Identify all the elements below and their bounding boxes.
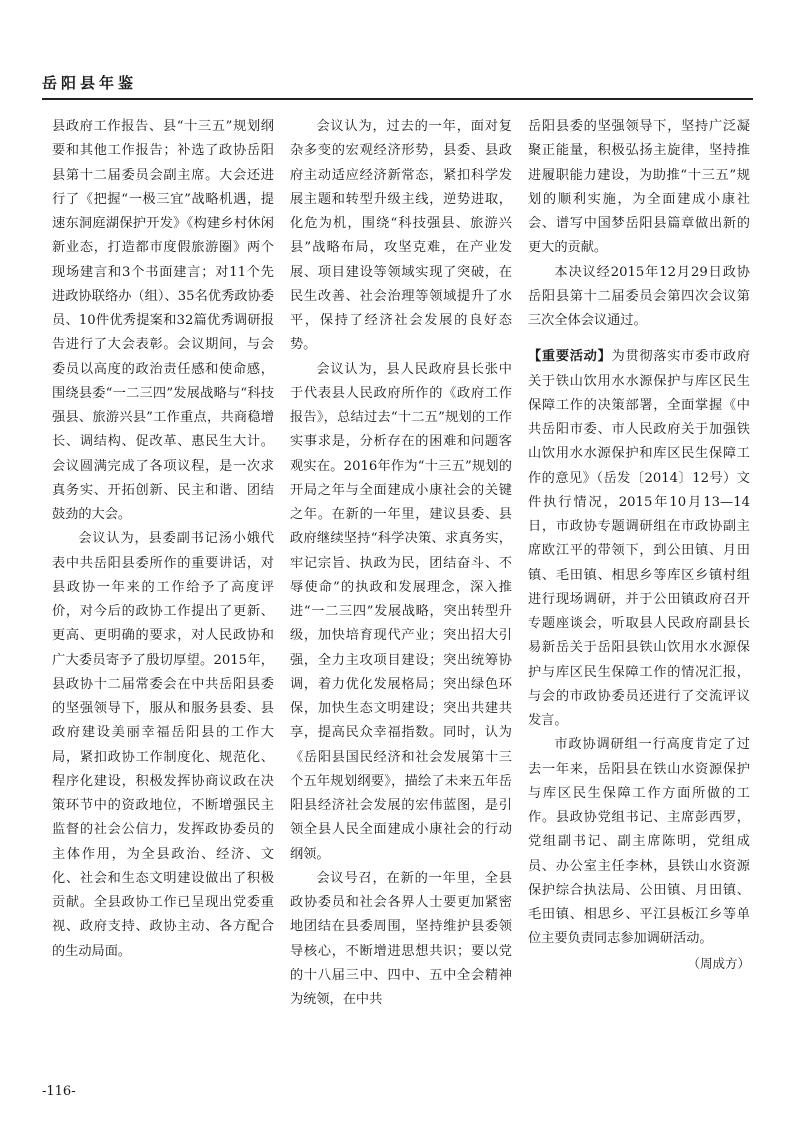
col3-paragraph-1: 岳阳县委的坚强领导下，坚持广泛凝聚正能量，积极弘扬主旋律，坚持推进履职能力建设，为助推“十三五”规划的顺利实施，为全面建成小康社会、谱写中国梦岳阳县篇章做出新的更大的贡献。 <box>528 119 750 256</box>
column-3 <box>528 115 750 976</box>
page-number: -116- <box>42 1084 76 1099</box>
col2-paragraph-2: 会议认为，县人民政府县长张中于代表县人民政府所作的《政府工作报告》，总结过去“十二五”规划的工作实事求是，分析存在的困难和问题客观实在。2016年作为“十三五”规划的开局之年与全面建成小康社会的关键之年。在新的一年里，建议县委、县政府继续坚持“科学决策、求真务实，牢记宗旨、执政为民，团结奋斗、不辱使命”的执政和发展理念，深入推进“一二三四”发展战略，突出转型升级，加快培育现代产业；突出招大引强，全力主攻项目建设；突出统筹协调，着力优化发展格局；突出绿色环保，加快生态文明建设；突出共建共享，提高民众幸福指数。同时，认为《岳阳县国民经济和社会发展第十三个五年规划纲要》，描绘了未来五年岳阳县经济社会发展的宏伟蓝图，是引领全县人民全面建成小康社会的行动纲领。 <box>290 361 512 862</box>
page-header-title: 岳阳县年鉴 <box>42 74 138 92</box>
col3-paragraph-2: 本决议经2015年12月29日政协岳阳县第十二届委员会第四次会议第三次全体会议通过。 <box>528 264 750 328</box>
section-label-important-activities: 【重要活动】 <box>528 349 612 365</box>
col1-paragraph-2: 会议认为，县委副书记汤小娥代表中共岳阳县委所作的重要讲话，对县政协一年来的工作给予了高度评价，对今后的政协工作提出了更新、更高、更明确的要求，对人民政协和广大委员寄予了殷切厚望。2015年，县政协十二届常委会在中共岳阳县委的坚强领导下，服从和服务县委、县政府建设美丽幸福岳阳县的工作大局，紧扣政协工作制度化、规范化、程序化建设，积极发挥协商议政在决策环节中的资政地位，不断增强民主监督的社会公信力，发挥政协委员的主体作用，为全县政治、经济、文化、社会和生态文明建设做出了积极贡献。全县政协工作已呈现出党委重视、政府支持、政协主动、各方配合的生动局面。 <box>52 531 274 959</box>
section-spacer <box>528 333 750 345</box>
col1-paragraph-1: 县政府工作报告、县“十三五”规划纲要和其他工作报告；补选了政协岳阳县第十二届委员会副主席。大会还进行了《把握“一极三宜”战略机遇，提速东洞庭湖保护开发》《构建乡村休闲新业态，打造都市度假旅游圈》两个现场建言和3个书面建言；对11个先进政协联络办（组）、35名优秀政协委员、10件优秀提案和32篇优秀调研报告进行了大会表彰。会议期间，与会委员以高度的政治责任感和使命感，围绕县委“一二三四”发展战略与“科技强县、旅游兴县”工作重点，共商稳增长、调结构、促改革、惠民生大计。会议圆满完成了各项议程，是一次求真务实、开拓创新、民主和谐、团结鼓劲的大会。 <box>52 119 274 522</box>
header-divider <box>42 98 753 100</box>
col2-paragraph-3: 会议号召，在新的一年里，全县政协委员和社会各界人士要更加紧密地团结在县委周围，坚持维护县委领导核心，不断增进思想共识；要以党的十八届三中、四中、五中全会精神为统领，在中共 <box>290 870 512 1007</box>
author-credit: （周成方） <box>687 955 750 971</box>
column-1 <box>52 115 274 964</box>
column-2 <box>290 115 512 1012</box>
col2-paragraph-1: 会议认为，过去的一年，面对复杂多变的宏观经济形势，县委、县政府主动适应经济新常态，紧扣科学发展主题和转型升级主线，逆势进取，化危为机，围绕“科技强县、旅游兴县”战略布局，攻坚克难，在产业发展、项目建设等领域实现了突破，在民生改善、社会治理等领域提升了水平，保持了经济社会发展的良好态势。 <box>290 119 512 353</box>
col3-paragraph-4: 市政协调研组一行高度肯定了过去一年来，岳阳县在铁山水资源保护与库区民生保障工作方面所做的工作。县政协党组书记、主席彭西罗，党组副书记、副主席陈明，党组成员、办公室主任李林，县铁山水资源保护综合执法局、公田镇、月田镇、毛田镇、相思乡、平江县板江乡等单位主要负责同志参加调研活动。 <box>528 737 750 947</box>
col3-paragraph-3-text: 为贯彻落实市委市政府关于铁山饮用水水源保护与库区民生保障工作的决策部署，全面掌握《中共岳阳市委、市人民政府关于加强铁山饮用水水源保护和库区民生保障工作的意见》（岳发〔2014〕12号）文件执行情况，2015年10月13—14日，市政协专题调研组在市政协副主席欧江平的带领下，到公田镇、月田镇、毛田镇、相思乡等库区乡镇村组进行现场调研，并于公田镇政府召开专题座谈会，听取县人民政府副县长易新岳关于岳阳县铁山饮用水水源保护与库区民生保障工作的情况汇报，与会的市政协委员还进行了交流评议发言。 <box>528 349 751 728</box>
col3-paragraph-3 <box>528 345 750 733</box>
